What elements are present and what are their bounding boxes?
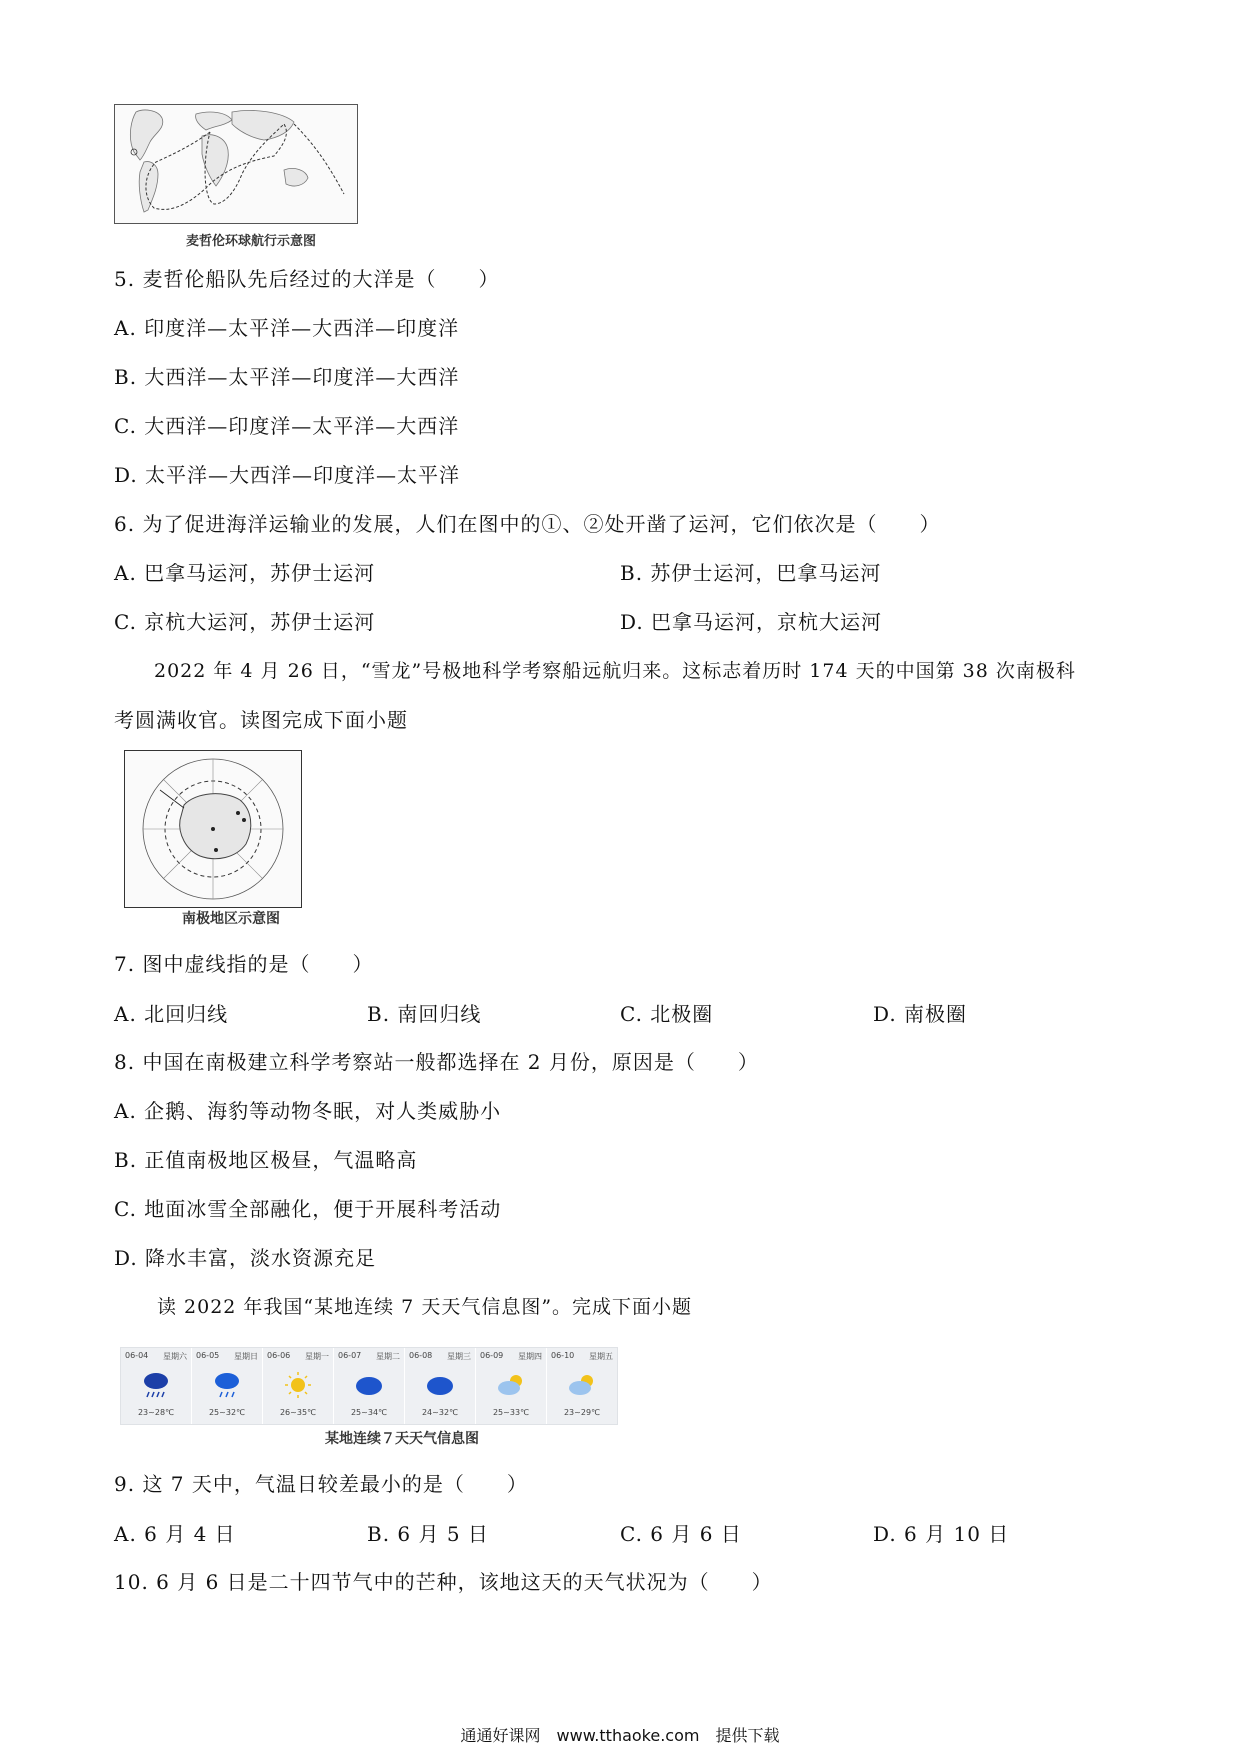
antarctic-map-image (124, 750, 302, 908)
weather-day-weekday: 星期五 (589, 1352, 613, 1361)
weather-strip (120, 1347, 618, 1425)
q7-option-c[interactable]: C. 北极圈 (620, 1002, 714, 1026)
q5-option-a[interactable]: A. 印度洋—太平洋—大西洋—印度洋 (114, 316, 460, 340)
weather-day-date: 06-08 (409, 1351, 433, 1360)
weather-day-date: 06-07 (338, 1351, 362, 1360)
weather-day (476, 1348, 547, 1424)
q9-option-b[interactable]: B. 6 月 5 日 (367, 1522, 489, 1546)
q6-option-b[interactable]: B. 苏伊士运河，巴拿马运河 (620, 561, 882, 585)
rain-icon (210, 1370, 244, 1400)
q9-option-d[interactable]: D. 6 月 10 日 (873, 1522, 1010, 1546)
intro-paragraph-line2: 考圆满收官。读图完成下面小题 (114, 708, 408, 732)
weather-day-weekday: 星期四 (518, 1352, 542, 1361)
antarctic-map-figure (124, 750, 302, 908)
q7-option-b[interactable]: B. 南回归线 (367, 1002, 482, 1026)
weather-day-temp: 23~29℃ (563, 1408, 601, 1417)
weather-caption: 某地连续７天天气信息图 (325, 1431, 479, 1447)
weather-day (547, 1348, 617, 1424)
q6-option-d[interactable]: D. 巴拿马运河，京杭大运河 (620, 610, 883, 634)
weather-day (334, 1348, 405, 1424)
footer-source: 通通好课网 www.tthaoke.com 提供下载 (460, 1726, 780, 1745)
weather-day-weekday: 星期三 (447, 1352, 471, 1361)
q8-option-a[interactable]: A. 企鹅、海豹等动物冬眠，对人类威胁小 (114, 1099, 502, 1123)
weather-day-date: 06-04 (125, 1351, 149, 1360)
q8-stem: 8. 中国在南极建立科学考察站一般都选择在 2 月份，原因是（ ） (114, 1050, 759, 1074)
q7-option-a[interactable]: A. 北回归线 (114, 1002, 229, 1026)
partly-cloudy-icon (565, 1370, 599, 1400)
sunny-icon (281, 1370, 315, 1400)
weather-day (405, 1348, 476, 1424)
weather-day-weekday: 星期日 (234, 1352, 258, 1361)
antarctic-map-caption: 南极地区示意图 (182, 911, 280, 927)
q10-stem: 10. 6 月 6 日是二十四节气中的芒种，该地这天的天气状况为（ ） (114, 1570, 773, 1594)
weather-day-temp: 25~34℃ (350, 1408, 388, 1417)
q7-option-d[interactable]: D. 南极圈 (873, 1002, 968, 1026)
q5-option-d[interactable]: D. 太平洋—大西洋—印度洋—太平洋 (114, 463, 461, 487)
weather-day (263, 1348, 334, 1424)
intro-paragraph-line1: 2022 年 4 月 26 日，“雪龙”号极地科学考察船远航归来。这标志着历时 174 天的中国第 38 次南极科 (154, 660, 1076, 682)
magellan-map-image (114, 104, 358, 224)
weather-day-weekday: 星期一 (305, 1352, 329, 1361)
weather-day-date: 06-09 (480, 1351, 504, 1360)
weather-day-temp: 25~33℃ (492, 1408, 530, 1417)
weather-day-date: 06-10 (551, 1351, 575, 1360)
weather-day (121, 1348, 192, 1424)
magellan-map-caption: 麦哲伦环球航行示意图 (186, 234, 317, 249)
q6-stem: 6. 为了促进海洋运输业的发展，人们在图中的①、②处开凿了运河，它们依次是（ ） (114, 512, 941, 536)
weather-day-weekday: 星期二 (376, 1352, 400, 1361)
q6-option-c[interactable]: C. 京杭大运河，苏伊士运河 (114, 610, 376, 634)
cloudy-icon (423, 1370, 457, 1400)
weather-day-temp: 25~32℃ (208, 1408, 246, 1417)
q8-option-c[interactable]: C. 地面冰雪全部融化，便于开展科考活动 (114, 1197, 502, 1221)
weather-day-weekday: 星期六 (163, 1352, 187, 1361)
weather-day-date: 06-06 (267, 1351, 291, 1360)
q8-option-d[interactable]: D. 降水丰富，淡水资源充足 (114, 1246, 377, 1270)
weather-day-temp: 23~28℃ (137, 1408, 175, 1417)
heavy-rain-icon (139, 1370, 173, 1400)
q5-stem: 5. 麦哲伦船队先后经过的大洋是（ ） (114, 267, 500, 291)
q5-option-c[interactable]: C. 大西洋—印度洋—太平洋—大西洋 (114, 414, 460, 438)
weather-day-temp: 24~32℃ (421, 1408, 459, 1417)
q7-stem: 7. 图中虚线指的是（ ） (114, 952, 374, 976)
cloudy-icon (352, 1370, 386, 1400)
weather-intro: 读 2022 年我国“某地连续 7 天天气信息图”。完成下面小题 (157, 1296, 693, 1318)
partly-cloudy-icon (494, 1370, 528, 1400)
q9-option-c[interactable]: C. 6 月 6 日 (620, 1522, 742, 1546)
q5-option-b[interactable]: B. 大西洋—太平洋—印度洋—大西洋 (114, 365, 460, 389)
magellan-map-figure (114, 104, 358, 224)
weather-day-temp: 26~35℃ (279, 1408, 317, 1417)
q8-option-b[interactable]: B. 正值南极地区极昼，气温略高 (114, 1148, 418, 1172)
q9-option-a[interactable]: A. 6 月 4 日 (114, 1522, 236, 1546)
weather-day-date: 06-05 (196, 1351, 220, 1360)
weather-day (192, 1348, 263, 1424)
q9-stem: 9. 这 7 天中，气温日较差最小的是（ ） (114, 1472, 528, 1496)
q6-option-a[interactable]: A. 巴拿马运河，苏伊士运河 (114, 561, 376, 585)
